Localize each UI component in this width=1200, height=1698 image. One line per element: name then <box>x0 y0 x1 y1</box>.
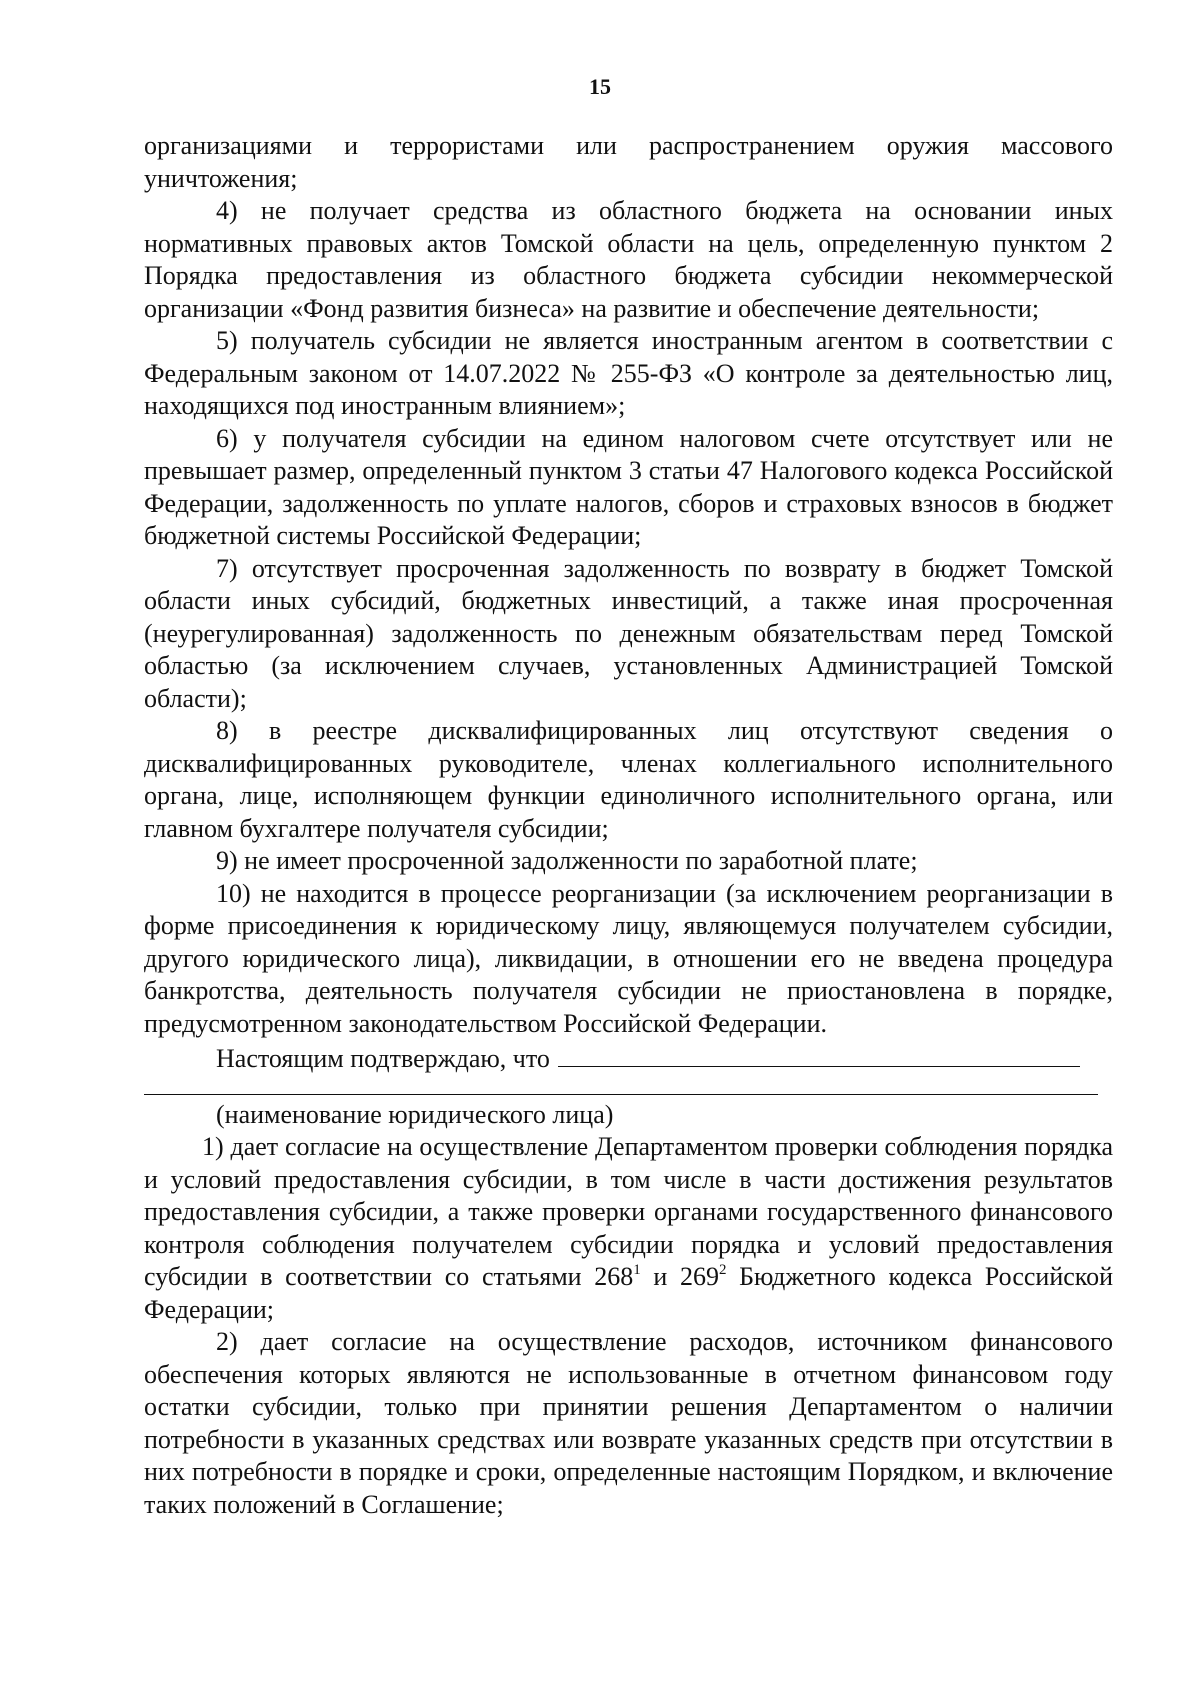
paragraph-item-9: 9) не имеет просроченной задолженности по заработной плате; <box>216 846 918 875</box>
document-body <box>144 130 1113 1521</box>
superscript-2: 2 <box>718 1262 727 1278</box>
consent-item-1-and: и 269 <box>640 1262 719 1291</box>
paragraph-item-6: 6) у получателя субсидии на едином налоговом счете отсутствует или не превышает размер, определенный пунктом 3 статьи 47 Налогового кодекса Российской Федерации, задолженность по уплате налогов, сборов и страховых взносов в бюджет бюджетной системы Российской Федерации; <box>144 423 1113 550</box>
paragraph-continuation: организациями и террористами или распространением оружия массового уничтожения; <box>144 131 1113 193</box>
page-number: 15 <box>589 74 611 99</box>
organization-name-caption: (наименование юридического лица) <box>216 1099 614 1129</box>
paragraph-item-5: 5) получатель субсидии не является иностранным агентом в соответствии с Федеральным законом от 14.07.2022 № 255-ФЗ «О контроле за деятельностью лиц, находящихся под иностранным влиянием»; <box>144 326 1113 420</box>
organization-name-blank-continued <box>144 1076 1098 1095</box>
confirmation-line <box>144 1040 1113 1076</box>
paragraph-item-8: 8) в реестре дисквалифицированных лиц отсутствуют сведения о дисквалифицированных руководителе, членах коллегиального исполнительного органа, лице, исполняющем функции единоличного исполнительного органа, или главном бухгалтере получателя субсидии; <box>144 716 1113 843</box>
superscript-1: 1 <box>633 1262 641 1278</box>
consent-item-1-tail: Бюджетного кодекса Российской Федерации; <box>144 1262 1113 1324</box>
organization-name-blank <box>558 1040 1080 1067</box>
consent-item-2: 2) дает согласие на осуществление расходов, источником финансового обеспечения которых являются не использованные в отчетном финансовом году остатки субсидии, только при принятии решения Департаментом о наличии потребности в указанных средствах или возврате указанных средств при отсутствии в них потребности в порядке и сроки, определенные настоящим Порядком, и включение таких положений в Соглашение; <box>144 1327 1113 1519</box>
confirmation-lead: Настоящим подтверждаю, что <box>216 1044 550 1073</box>
consent-item-1-text: 1) дает согласие на осуществление Департаментом проверки соблюдения порядка и условий предоставления субсидии, в том числе в части достижения результатов предоставления субсидии, а также проверки органами государственного финансового контроля соблюдения получателем субсидии порядка и условий предоставления субсидии в соответствии со статьями 268 <box>144 1132 1113 1291</box>
paragraph-item-7: 7) отсутствует просроченная задолженность по возврату в бюджет Томской области иных субсидий, бюджетных инвестиций, а также иная просроченная (неурегулированная) задолженность по денежным обязательствам перед Томской областью (за исключением случаев, установленных Администрацией Томской области); <box>144 553 1113 713</box>
paragraph-item-4: 4) не получает средства из областного бюджета на основании иных нормативных правовых актов Томской области на цель, определенную пунктом 2 Порядка предоставления из областного бюджета субсидии некоммерческой организации «Фонд развития бизнеса» на развитие и обеспечение деятельности; <box>144 196 1113 323</box>
consent-item-1 <box>144 1131 1113 1326</box>
paragraph-item-10: 10) не находится в процессе реорганизации (за исключением реорганизации в форме присоединения к юридическому лицу, являющемуся получателем субсидии, другого юридического лица), ликвидации, в отношении его не введена процедура банкротства, деятельность получателя субсидии не приостановлена в порядке, предусмотренном законодательством Российской Федерации. <box>144 878 1113 1038</box>
